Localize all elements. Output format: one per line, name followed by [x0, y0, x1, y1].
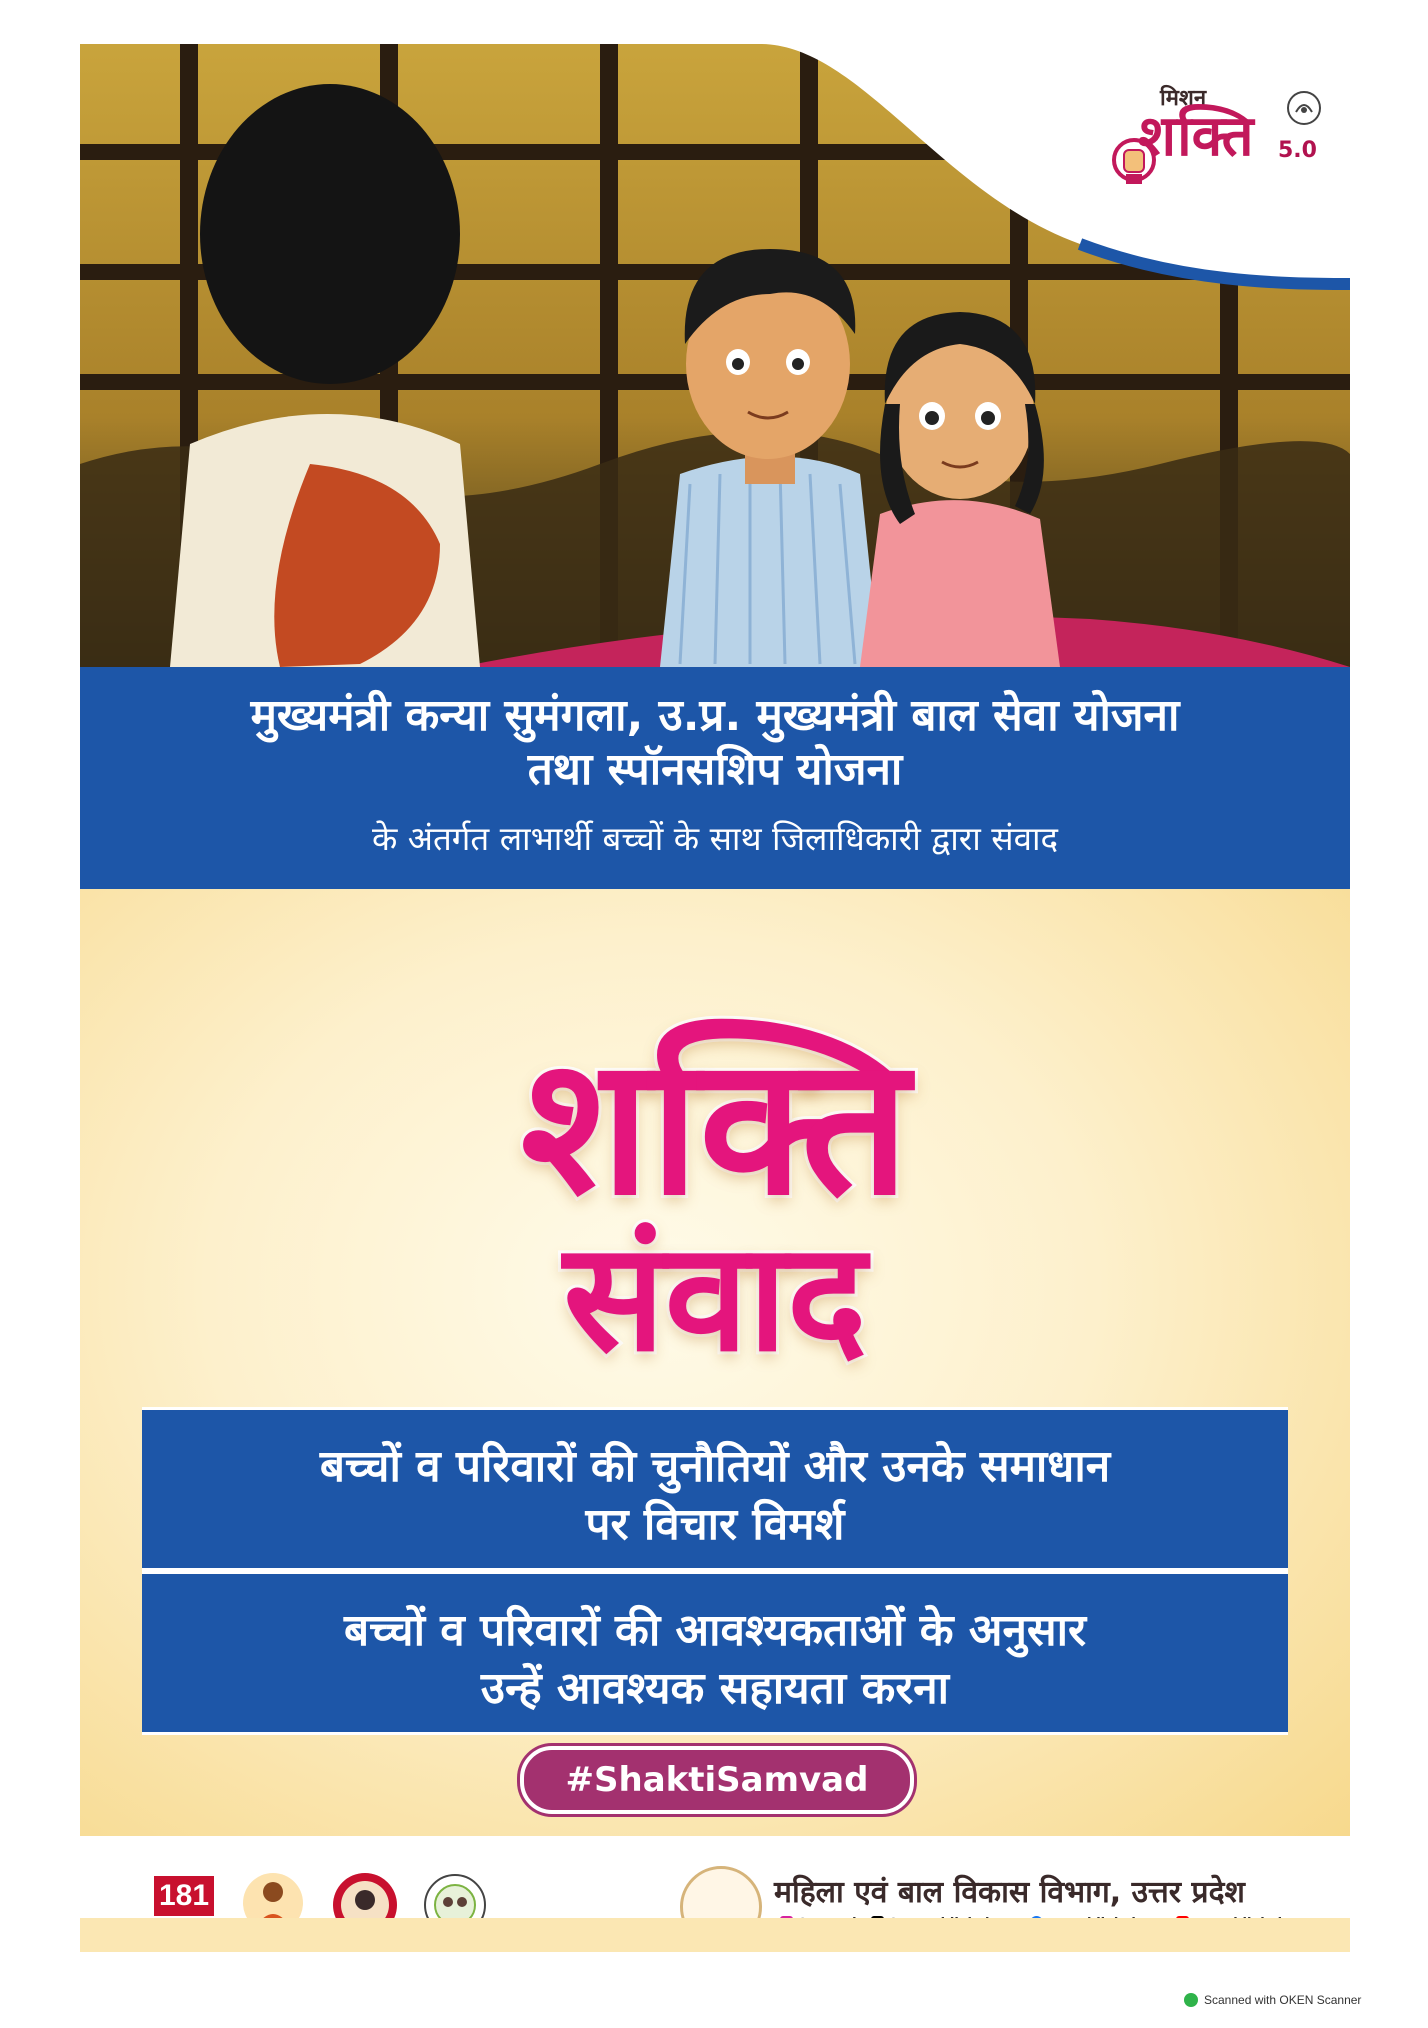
scheme-subtitle: के अंतर्गत लाभार्थी बच्चों के साथ जिलाधिकारी द्वारा संवाद — [371, 819, 1059, 858]
hashtag-badge: #ShaktiSamvad — [520, 1746, 914, 1814]
department-name: महिला एवं बाल विकास विभाग, उत्तर प्रदेश — [774, 1875, 1245, 1910]
point-1-line-2: पर विचार विमर्श — [585, 1499, 845, 1550]
point-box-1 — [142, 1407, 1288, 1571]
scheme-title-band — [80, 667, 1350, 889]
up-government-emblem-icon — [1286, 90, 1322, 126]
bottom-strip — [80, 1918, 1350, 1952]
scanner-icon — [1184, 1993, 1198, 2007]
scanner-note: Scanned with OKEN Scanner — [1204, 1993, 1362, 2007]
helpline-number: 181 — [154, 1876, 214, 1916]
poster — [80, 44, 1350, 1952]
scheme-title-line-1: मुख्यमंत्री कन्या सुमंगला, उ.प्र. मुख्यमंत्री बाल सेवा योजना — [250, 690, 1180, 741]
logo-version: 5.0 — [1278, 138, 1317, 163]
mission-shakti-logo — [1010, 70, 1330, 210]
logo-mission-text: मिशन — [1160, 86, 1207, 111]
headline-shakti: शक्ति — [520, 1016, 910, 1237]
headline-samvad: संवाद — [563, 1211, 867, 1385]
point-1-line-1: बच्चों व परिवारों की चुनौतियों और उनके समाधान — [319, 1441, 1111, 1492]
poster-body — [80, 889, 1350, 1836]
scanner-watermark — [1184, 1993, 1361, 2007]
point-2-line-2: उन्हें आवश्यक सहायता करना — [480, 1663, 950, 1714]
point-box-2 — [142, 1571, 1288, 1735]
hero-illustration — [80, 44, 1350, 667]
logo-shakti-text: शक्ति — [1138, 104, 1255, 169]
scheme-title-line-2: तथा स्पॉनसशिप योजना — [527, 744, 903, 795]
point-2-line-1: बच्चों व परिवारों की आवश्यकताओं के अनुसार — [343, 1605, 1087, 1656]
